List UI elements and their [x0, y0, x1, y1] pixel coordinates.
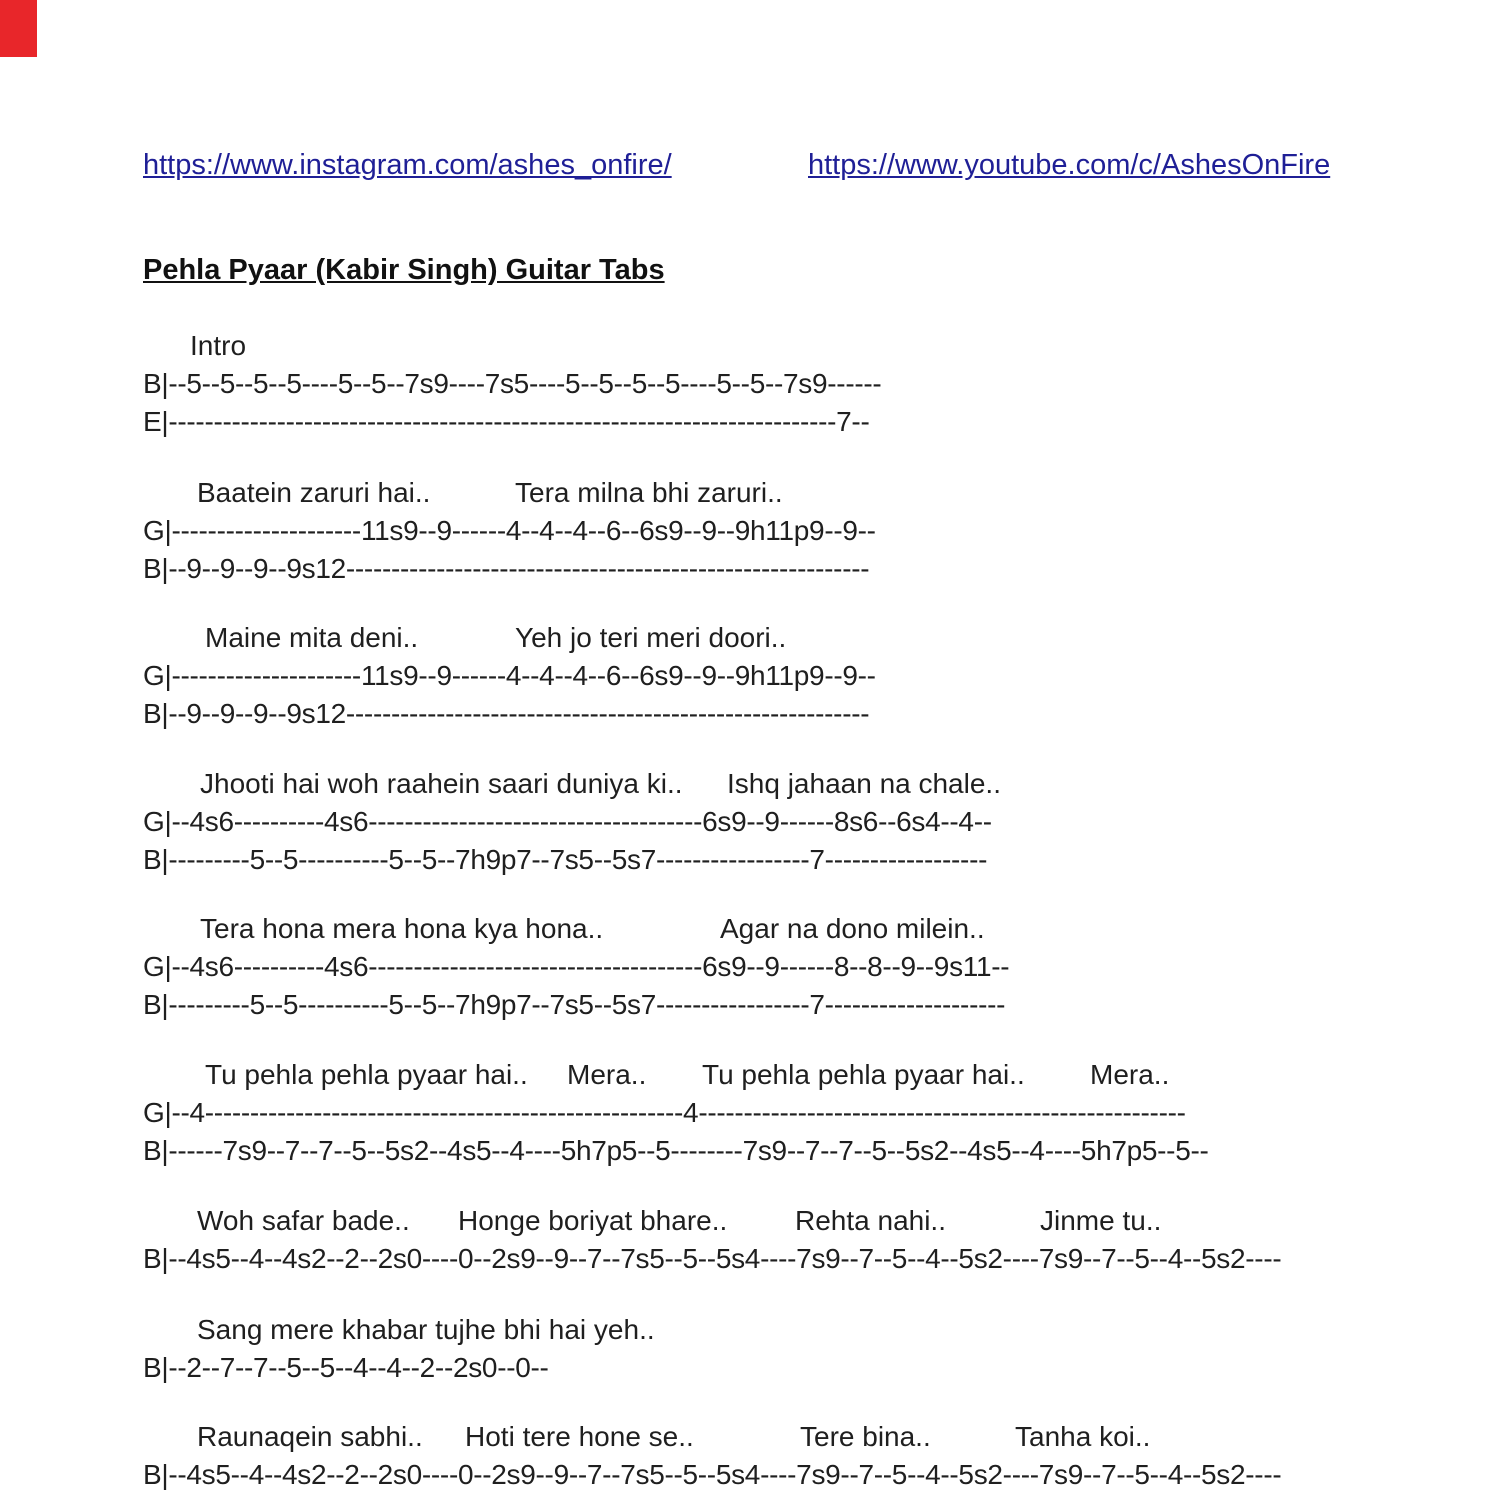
lyric-phrase: Rehta nahi.. — [795, 1205, 946, 1236]
lyric-phrase: Agar na dono milein.. — [720, 913, 985, 944]
lyric-phrase: Honge boriyat bhare.. — [458, 1205, 728, 1236]
tab-line-b: B|--9--9--9--9s12---------------------------------------------------------- — [143, 553, 870, 584]
tab-line-b: B|--5--5--5--5----5--5--7s9----7s5----5--5--5--5----5--5--7s9------ — [143, 368, 882, 399]
links-row — [143, 146, 1331, 184]
section-6-lyrics — [143, 1056, 1493, 1094]
section-5-lyrics — [143, 910, 1493, 948]
section-7-lyrics — [143, 1202, 1493, 1240]
tab-line-b: B|--9--9--9--9s12---------------------------------------------------------- — [143, 698, 870, 729]
lyric-phrase: Hoti tere hone se.. — [465, 1421, 694, 1452]
lyric-phrase: Tu pehla pehla pyaar hai.. — [205, 1059, 528, 1090]
section-4-lyrics — [143, 765, 1493, 803]
lyric-phrase: Tanha koi.. — [1015, 1421, 1151, 1452]
youtube-link[interactable]: https://www.youtube.com/c/AshesOnFire — [808, 149, 1331, 181]
tab-line-g: G|--4-----------------------------------------------------4------------------------------------------------------ — [143, 1097, 1186, 1128]
lyric-phrase: Mera.. — [567, 1059, 647, 1090]
section-intro-lyrics — [143, 327, 1493, 365]
tab-line-b: B|--4s5--4--4s2--2--2s0----0--2s9--9--7--7s5--5--5s4----7s9--7--5--4--5s2----7s9--7--5--4--5s2---- — [143, 1459, 1282, 1490]
lyric-phrase: Tera milna bhi zaruri.. — [515, 477, 783, 508]
lyric-phrase: Mera.. — [1090, 1059, 1170, 1090]
lyric-phrase: Raunaqein sabhi.. — [197, 1421, 423, 1452]
lyric-phrase: Ishq jahaan na chale.. — [727, 768, 1001, 799]
section-3-lyrics — [143, 619, 1493, 657]
tab-line-g: G|---------------------11s9--9------4--4--4--6--6s9--9--9h11p9--9-- — [143, 660, 876, 691]
tab-line-g: G|---------------------11s9--9------4--4--4--6--6s9--9--9h11p9--9-- — [143, 515, 876, 546]
tab-line-b: B|--2--7--7--5--5--4--4--2--2s0--0-- — [143, 1352, 549, 1383]
lyric-phrase: Woh safar bade.. — [197, 1205, 410, 1236]
tab-line-g: G|--4s6----------4s6-------------------------------------6s9--9------8--8--9--9s11-- — [143, 951, 1010, 982]
lyric-phrase: Sang mere khabar tujhe bhi hai yeh.. — [197, 1314, 655, 1345]
tab-line-b: B|------7s9--7--7--5--5s2--4s5--4----5h7p5--5--------7s9--7--7--5--5s2--4s5--4----5h7p5--5-- — [143, 1135, 1209, 1166]
section-8-lyrics — [143, 1311, 1493, 1349]
corner-marker — [0, 0, 37, 57]
page-title: Pehla Pyaar (Kabir Singh) Guitar Tabs — [143, 254, 665, 286]
lyric-phrase: Tere bina.. — [800, 1421, 931, 1452]
tab-line-b: B|--4s5--4--4s2--2--2s0----0--2s9--9--7--7s5--5--5s4----7s9--7--5--4--5s2----7s9--7--5--4--5s2---- — [143, 1243, 1282, 1274]
lyric-phrase: Tera hona mera hona kya hona.. — [200, 913, 604, 944]
lyric-phrase: Tu pehla pehla pyaar hai.. — [702, 1059, 1025, 1090]
lyric-phrase: Baatein zaruri hai.. — [197, 477, 431, 508]
lyric-phrase: Maine mita deni.. — [205, 622, 419, 653]
tab-line-b: B|---------5--5----------5--5--7h9p7--7s5--5s7-----------------7-------------------- — [143, 989, 1006, 1020]
tab-line-e: E|--------------------------------------------------------------------------7-- — [143, 406, 870, 437]
tab-line-g: G|--4s6----------4s6-------------------------------------6s9--9------8s6--6s4--4-- — [143, 806, 992, 837]
lyric-phrase: Yeh jo teri meri doori.. — [515, 622, 787, 653]
section-9-lyrics — [143, 1418, 1493, 1456]
tab-line-b: B|---------5--5----------5--5--7h9p7--7s5--5s7-----------------7------------------ — [143, 844, 988, 875]
lyric-phrase: Jinme tu.. — [1040, 1205, 1162, 1236]
lyric-phrase: Jhooti hai woh raahein saari duniya ki.. — [200, 768, 683, 799]
section-2-lyrics — [143, 474, 1493, 512]
lyric-phrase: Intro — [190, 330, 247, 361]
instagram-link[interactable]: https://www.instagram.com/ashes_onfire/ — [143, 149, 672, 181]
